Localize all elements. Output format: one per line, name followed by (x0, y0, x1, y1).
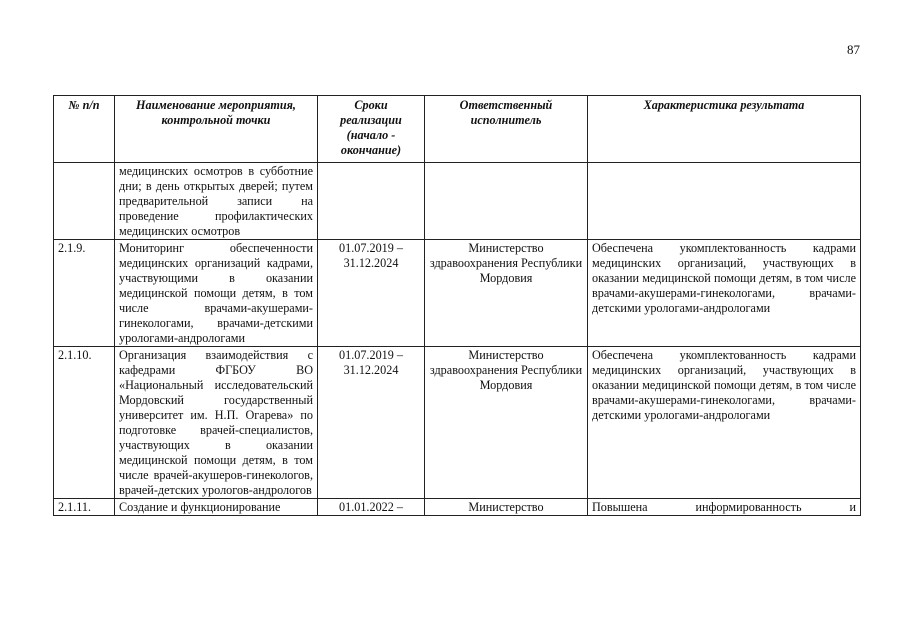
row-num (54, 499, 115, 516)
row-responsible: Министерство здравоохранения Республики Мордовия (425, 347, 588, 499)
row-name: Мониторинг обеспеченности медицинских организаций кадрами, участвующими в оказании медицинской помощи детям, в том числе врачами-акушерами-гинекологами, врачами-детскими урологами-андрологами (115, 240, 318, 347)
row-name: Организация взаимодействия с кафедрами ФГБОУ ВО «Национальный исследовательский Мордовский государственный университет им. Н.П. Огарева» по подготовке врачей-специалистов, участвующих в оказании медицинской помощи детям, в том числе врачей-акушеров-гинекологов, врачей-детских урологов-андрологов (115, 347, 318, 499)
row-responsible: Министерство здравоохранения Республики Мордовия (425, 240, 588, 347)
table-row (54, 240, 861, 347)
row-num-text: 2.1.11. (58, 500, 92, 514)
row-dates (318, 163, 425, 240)
row-responsible (425, 163, 588, 240)
row-name (115, 499, 318, 516)
row-num (54, 163, 115, 240)
row-num: 2.1.9. (54, 240, 115, 347)
row-dates (318, 499, 425, 516)
header-result: Характеристика результата (588, 96, 861, 163)
header-name: Наименование мероприятия, контрольной точки (115, 96, 318, 163)
row-result-text: Повышена информированность и (592, 500, 856, 514)
row-result (588, 163, 861, 240)
page-number: 87 (847, 42, 860, 57)
table-row (54, 347, 861, 499)
table-header-row (54, 96, 861, 163)
row-dates-text: 01.01.2022 – (339, 500, 403, 514)
row-responsible-text: Министерство (468, 500, 544, 514)
row-responsible (425, 499, 588, 516)
header-num: № п/п (54, 96, 115, 163)
row-num: 2.1.10. (54, 347, 115, 499)
row-result: Обеспечена укомплектованность кадрами медицинских организаций, участвующих в оказании медицинской помощи детям, в том числе врачами-акушерами-гинекологами, врачами-детскими урологами-андрологами (588, 240, 861, 347)
table-row (54, 499, 861, 516)
row-dates: 01.07.2019 – 31.12.2024 (318, 240, 425, 347)
row-result (588, 499, 861, 516)
header-responsible: Ответственный исполнитель (425, 96, 588, 163)
row-result: Обеспечена укомплектованность кадрами медицинских организаций, участвующих в оказании медицинской помощи детям, в том числе врачами-акушерами-гинекологами, врачами-детскими урологами-андрологами (588, 347, 861, 499)
row-name-text: Создание и функционирование (119, 500, 281, 514)
row-dates: 01.07.2019 – 31.12.2024 (318, 347, 425, 499)
table-row (54, 163, 861, 240)
plan-table (53, 95, 861, 516)
header-dates: Сроки реализации (начало - окончание) (318, 96, 425, 163)
row-name: медицинских осмотров в субботние дни; в день открытых дверей; путем предварительной записи на проведение профилактических медицинских осмотров (115, 163, 318, 240)
